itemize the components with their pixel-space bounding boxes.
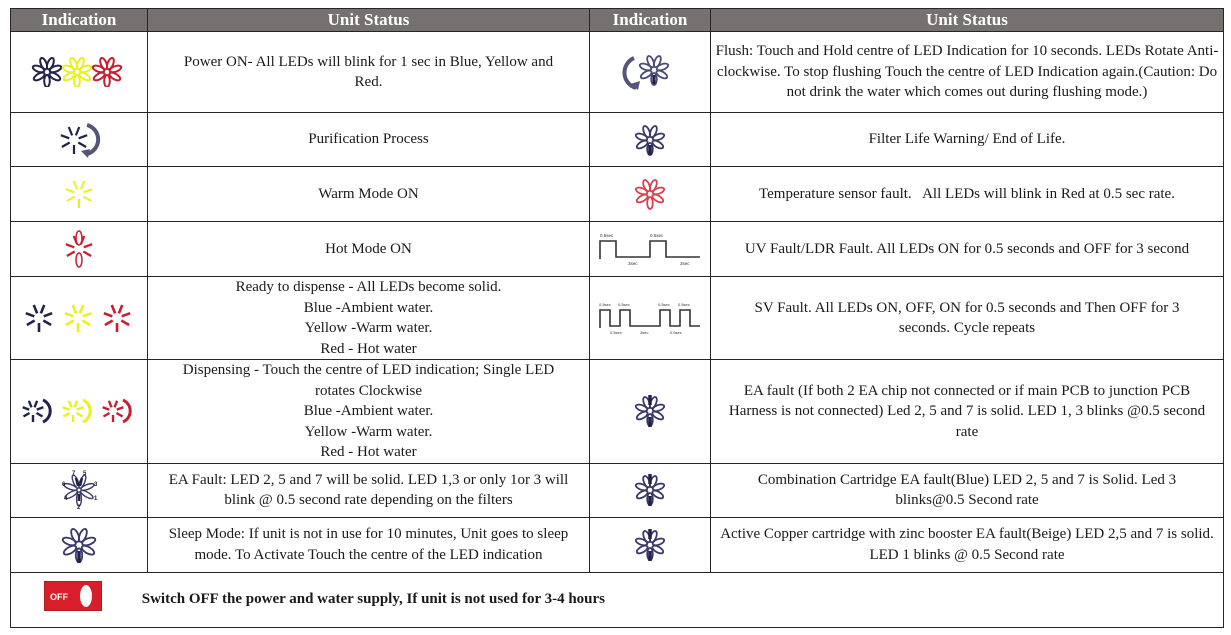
svg-text:0.5sec: 0.5sec	[618, 302, 630, 307]
indication-cell	[11, 517, 148, 572]
svg-text:4: 4	[64, 496, 68, 502]
status-cell	[711, 32, 1224, 113]
status-text: Combination Cartridge EA fault(Blue) LED 2, 5 and 7 is Solid. Led 3 blinks@0.5 Second rate	[757, 471, 1177, 508]
status-text: EA Fault: LED 2, 5 and 7 will be solid. LED 1,3 or only 1or 3 will blink @ 0.5 second rate depending on the filters	[168, 471, 569, 508]
svg-text:0.5sec: 0.5sec	[678, 302, 690, 307]
indication-cell	[11, 360, 148, 464]
status-text: Dispensing - Touch the centre of LED indication; Single LED rotates Clockwise	[182, 362, 555, 399]
status-cell	[711, 360, 1224, 464]
indication-cell	[11, 222, 148, 277]
status-text: EA fault (If both 2 EA chip not connected or if main PCB to junction PCB Harness is not connected) Led 2, 5 and 7 is solid. LED 1, 3 blinks @0.5 second rate	[728, 382, 1206, 440]
svg-text:1: 1	[94, 496, 98, 502]
footer-cell	[11, 572, 1224, 627]
status-text: UV Fault/LDR Fault. All LEDs ON for 0.5 seconds and OFF for 3 second	[744, 240, 1190, 257]
status-text: Yellow -Warm water.	[304, 423, 433, 440]
svg-text:OFF: OFF	[50, 592, 68, 603]
svg-text:7: 7	[72, 471, 76, 477]
led-sleep-mode-icon	[11, 523, 147, 567]
indication-cell	[11, 463, 148, 517]
led-indication-table	[10, 8, 1224, 628]
svg-text:3sec: 3sec	[628, 261, 638, 266]
indication-cell	[11, 32, 148, 113]
status-text: Sleep Mode: If unit is not in use for 10 minutes, Unit goes to sleep mode. To Activate Touch the centre of the LED indication	[168, 526, 569, 563]
footer-text: Switch OFF the power and water supply, If unit is not used for 3-4 hours	[141, 591, 606, 608]
status-cell	[148, 113, 590, 167]
indication-cell	[11, 167, 148, 222]
status-cell	[148, 463, 590, 517]
table-row	[11, 222, 1224, 277]
status-cell	[148, 277, 590, 360]
svg-text:0.5sec: 0.5sec	[658, 302, 670, 307]
status-text: Active Copper cartridge with zinc booster EA fault(Beige) LED 2,5 and 7 is solid. LED 1 blinks @ 0.5 Second rate	[720, 526, 1214, 563]
svg-text:0.5sec: 0.5sec	[670, 330, 682, 335]
table-row	[11, 167, 1224, 222]
table-row	[11, 277, 1224, 360]
led-combination-cartridge-icon	[590, 470, 710, 510]
led-tricolor-solid-icon	[11, 300, 147, 336]
status-cell	[148, 360, 590, 464]
status-cell	[148, 222, 590, 277]
header-unit-status-left: Unit Status	[148, 9, 590, 32]
table-header-row	[11, 9, 1224, 32]
indication-cell	[590, 360, 711, 464]
indication-cell	[590, 113, 711, 167]
table-row	[11, 32, 1224, 113]
svg-text:0.5sec: 0.5sec	[610, 330, 622, 335]
status-cell	[711, 167, 1224, 222]
svg-text:0.5sec: 0.5sec	[650, 233, 664, 238]
svg-text:6: 6	[62, 482, 66, 488]
status-text: Filter Life Warning/ End of Life.	[868, 131, 1066, 148]
status-text: Ready to dispense - All LEDs become solid.	[235, 279, 502, 295]
status-text: Red - Hot water	[320, 444, 417, 460]
led-flush-anticlockwise-icon	[590, 50, 710, 94]
svg-text:5: 5	[83, 471, 87, 477]
status-text: SV Fault. All LEDs ON, OFF, ON for 0.5 seconds and Then OFF for 3 seconds. Cycle repeats	[754, 299, 1180, 336]
status-cell	[711, 113, 1224, 167]
led-filter-warning-icon	[590, 120, 710, 160]
status-text: Temperature sensor fault. All LEDs will blink in Red at 0.5 sec rate.	[759, 185, 1175, 202]
indication-cell	[590, 222, 711, 277]
indication-cell	[590, 167, 711, 222]
indication-cell	[590, 517, 711, 572]
table-row	[11, 463, 1224, 517]
led-tricolor-dispensing-icon	[11, 393, 147, 429]
led-active-copper-icon	[590, 525, 710, 565]
indication-cell	[590, 32, 711, 113]
status-cell	[711, 222, 1224, 277]
header-unit-status-right: Unit Status	[711, 9, 1224, 32]
status-text: Red - Hot water	[320, 340, 417, 357]
off-switch-icon	[44, 581, 102, 618]
svg-text:0.5sec: 0.5sec	[599, 302, 611, 307]
led-yellow-icon	[11, 174, 147, 214]
header-indication-left: Indication	[11, 9, 148, 32]
status-text: Hot Mode ON	[325, 240, 412, 257]
status-text: Power ON- All LEDs will blink for 1 sec in Blue, Yellow and Red.	[183, 53, 554, 90]
status-cell	[711, 463, 1224, 517]
led-ea-fault-icon	[590, 391, 710, 431]
status-text: Blue -Ambient water.	[303, 299, 434, 316]
sv-fault-waveform-icon	[590, 298, 710, 338]
svg-text:3sec: 3sec	[640, 330, 649, 335]
status-cell	[148, 517, 590, 572]
led-numbered-diagram-icon	[11, 468, 147, 512]
indication-cell	[590, 463, 711, 517]
status-text: Purification Process	[308, 131, 429, 148]
table-row	[11, 360, 1224, 464]
status-cell	[148, 32, 590, 113]
status-text: Yellow -Warm water.	[304, 320, 433, 336]
status-cell	[711, 277, 1224, 360]
svg-text:2: 2	[77, 505, 81, 511]
indication-cell	[11, 277, 148, 360]
status-cell	[711, 517, 1224, 572]
led-purification-rotate-icon	[11, 120, 147, 160]
led-tricolor-blink-icon	[11, 57, 147, 87]
svg-text:3: 3	[94, 482, 98, 488]
indication-cell	[11, 113, 148, 167]
led-red-icon	[11, 227, 147, 271]
svg-text:3sec: 3sec	[680, 261, 690, 266]
status-cell	[148, 167, 590, 222]
led-red-outline-icon	[590, 174, 710, 214]
indication-cell	[590, 277, 711, 360]
status-text: Blue -Ambient water.	[303, 403, 434, 419]
uv-fault-waveform-icon	[590, 229, 710, 269]
header-indication-right: Indication	[590, 9, 711, 32]
status-text: Flush: Touch and Hold centre of LED Indication for 10 seconds. LEDs Rotate Anti-clockwise. To stop flushing Touch the centre of LED Indication again.(Caution: Do not drink the water which comes out during flushing mode.)	[715, 43, 1219, 101]
svg-text:0.5sec: 0.5sec	[600, 233, 614, 238]
table-row	[11, 517, 1224, 572]
table-row	[11, 113, 1224, 167]
table-row-footer	[11, 572, 1224, 627]
status-text: Warm Mode ON	[318, 185, 419, 202]
